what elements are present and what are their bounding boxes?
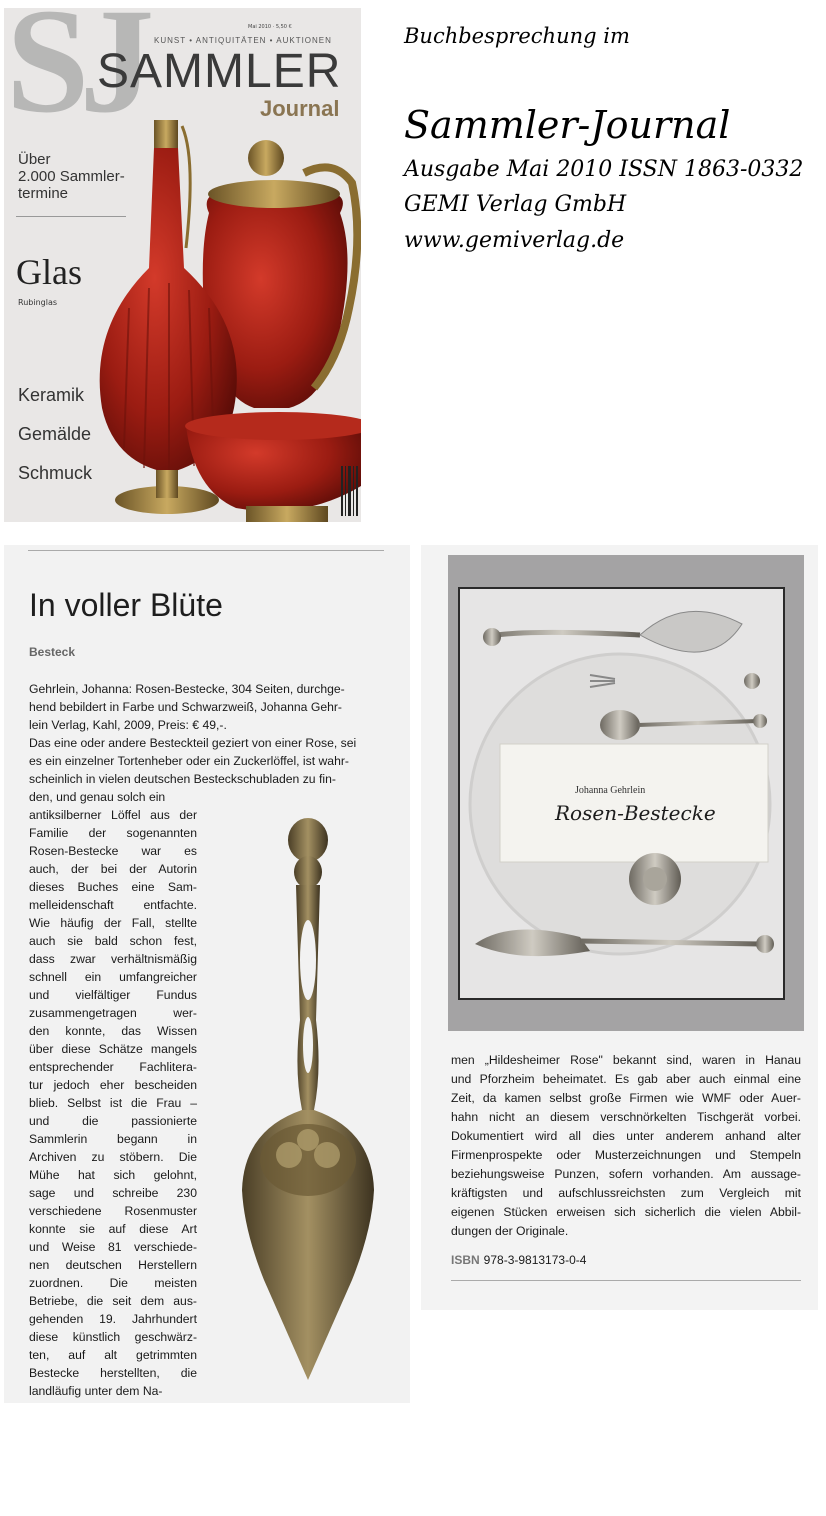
cover-subtitle: Journal bbox=[260, 96, 340, 121]
body-line: Gehrlein, Johanna: Rosen-Bestecke, 304 Seiten, durchge- bbox=[29, 682, 345, 696]
caption-magazine: Sammler-Journal bbox=[404, 103, 731, 147]
body-line: zuordnen. Die meisten bbox=[29, 1276, 197, 1290]
body-line: schnell ein umfangreicher bbox=[29, 970, 197, 984]
cover-divider bbox=[16, 216, 126, 217]
body-line: kräftigsten und aufschlussreichsten zum Vergleich mit bbox=[451, 1186, 801, 1200]
article-page bbox=[4, 545, 410, 1403]
cover-tagline: KUNST • ANTIQUITÄTEN • AUKTIONEN bbox=[154, 36, 332, 45]
body-line: blieb. Selbst ist die Frau – bbox=[29, 1096, 197, 1110]
body-line: nen deutschen Herstellern bbox=[29, 1258, 197, 1272]
body-line: diese künstlich geschwärz- bbox=[29, 1330, 197, 1344]
body-line: und Weise 81 verschiede- bbox=[29, 1240, 197, 1254]
article-kicker: Besteck bbox=[29, 645, 76, 659]
body-line: Betriebe, die seit dem aus- bbox=[29, 1294, 197, 1308]
body-line: Das eine oder andere Besteckteil geziert von einer Rose, sei bbox=[29, 736, 357, 750]
article-title: In voller Blüte bbox=[29, 587, 223, 623]
body-line: auch, der bei der Autorin bbox=[29, 862, 197, 876]
body-line: hahn nicht an diesem verschnörkelten Tischgerät vorbei. bbox=[451, 1110, 801, 1124]
body-line: den konnte, das Wissen bbox=[29, 1024, 197, 1038]
isbn-value: 978-3-9813173-0-4 bbox=[483, 1253, 587, 1267]
body-line: konnte sie auf diese Art bbox=[29, 1222, 197, 1236]
body-line: antiksilberner Löffel aus der bbox=[29, 808, 197, 822]
cover-masthead: SAMMLER bbox=[97, 45, 342, 98]
body-line: landläufig unter dem Na- bbox=[29, 1384, 163, 1398]
body-line: sage und schreibe 230 bbox=[29, 1186, 197, 1200]
caption-issue: Ausgabe Mai 2010 ISSN 1863-0332 bbox=[404, 157, 804, 182]
body-line: entsprechender Fachlitera- bbox=[29, 1060, 197, 1074]
caption-publisher: GEMI Verlag GmbH bbox=[404, 192, 627, 217]
body-line: Mühe hat sich gelohnt, bbox=[29, 1168, 197, 1182]
cover-promo-line: 2.000 Sammler- bbox=[18, 168, 125, 185]
body-line: ten, auf alt getrimmten bbox=[29, 1348, 197, 1362]
isbn-label: ISBN bbox=[451, 1253, 480, 1267]
cover-headline: Glas bbox=[16, 252, 82, 292]
isbn bbox=[451, 1253, 586, 1267]
cover-promo-line: Über bbox=[18, 151, 51, 168]
magazine-cover bbox=[4, 8, 361, 522]
body-line: Dokumentiert wird all dies unter anderem anhand alter bbox=[451, 1129, 801, 1143]
cake-server-illustration bbox=[224, 810, 394, 1380]
body-line: tur jedoch eher bescheiden bbox=[29, 1078, 197, 1092]
book-title: Rosen-Bestecke bbox=[555, 801, 716, 825]
body-line: Familie der sogenannten bbox=[29, 826, 197, 840]
cover-topic: Keramik bbox=[18, 385, 85, 405]
body-line: dass zwar verhältnismäßig bbox=[29, 952, 197, 966]
article-page-continued bbox=[421, 545, 818, 1310]
top-rule bbox=[28, 550, 384, 551]
bottom-rule bbox=[451, 1280, 801, 1281]
cover-promo-line: termine bbox=[18, 185, 69, 202]
body-line: dungen der Originale. bbox=[451, 1224, 569, 1238]
body-line: es ein einzelner Tortenheber oder ein Zuckerlöffel, ist wahr- bbox=[29, 754, 349, 768]
body-line: und vielfältiger Fundus bbox=[29, 988, 197, 1002]
body-line: dieses Buches eine Sam- bbox=[29, 880, 197, 894]
body-line: Wie häufig der Fall, stellte bbox=[29, 916, 197, 930]
caption-intro: Buchbesprechung im bbox=[404, 24, 630, 48]
body-line: und die passionierte bbox=[29, 1114, 197, 1128]
body-line: Rosen-Bestecke war es bbox=[29, 844, 197, 858]
book-author: Johanna Gehrlein bbox=[575, 785, 646, 796]
body-line: scheinlich in vielen deutschen Besteckschubladen zu fin- bbox=[29, 772, 336, 786]
body-line: Archiven zu stöbern. Die bbox=[29, 1150, 197, 1164]
body-line: Firmenprospekte oder Musterzeichnungen und Stempeln bbox=[451, 1148, 801, 1162]
body-line: über diese Schätze mangels bbox=[29, 1042, 197, 1056]
body-line: Bestecke herstellten, die bbox=[29, 1366, 197, 1380]
body-line: men „Hildesheimer Rose" bekannt sind, waren in Hanau bbox=[451, 1053, 801, 1067]
body-line: und Pforzheim beheimatet. Es gab aber auch einmal eine bbox=[451, 1072, 801, 1086]
caption-website: www.gemiverlag.de bbox=[404, 228, 625, 253]
cover-topic: Schmuck bbox=[18, 463, 93, 483]
cover-logo: SJ bbox=[6, 8, 145, 144]
body-line: auch sie bald schon fest, bbox=[29, 934, 197, 948]
body-line: melleidenschaft entfachte. bbox=[29, 898, 197, 912]
body-line: gehenden 19. Jahrhundert bbox=[29, 1312, 197, 1326]
body-line: eigenen Stücken erweisen sich sicherlich die vielen Abbil- bbox=[451, 1205, 801, 1219]
body-line: zusammengetragen wer- bbox=[29, 1006, 197, 1020]
body-line: den, und genau solch ein bbox=[29, 790, 166, 804]
body-line: Sammlerin begann in bbox=[29, 1132, 197, 1146]
body-line: verschiedene Rosenmuster bbox=[29, 1204, 197, 1218]
body-line: lein Verlag, Kahl, 2009, Preis: € 49,-. bbox=[29, 718, 227, 732]
body-line: beziehungsweise Punzen, sofern vorhanden. Am aussage- bbox=[451, 1167, 801, 1181]
cover-promo bbox=[18, 151, 125, 202]
book-cover bbox=[458, 587, 785, 1000]
body-line: hend bebildert in Farbe und Schwarzweiß, Johanna Gehr- bbox=[29, 700, 342, 714]
body-line: Zeit, da kamen selbst große Firmen wie WMF oder Auer- bbox=[451, 1091, 801, 1105]
cover-topic: Gemälde bbox=[18, 424, 92, 444]
cover-subheadline: Rubinglas bbox=[18, 298, 58, 307]
cover-issue: Mai 2010 · 5,50 € bbox=[248, 24, 292, 30]
